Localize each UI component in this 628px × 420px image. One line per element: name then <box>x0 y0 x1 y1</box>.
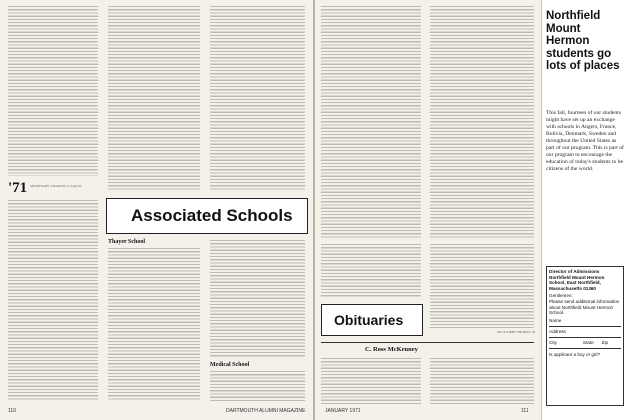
left-footer-magazine: DARTMOUTH ALUMNI MAGAZINE <box>226 408 306 414</box>
medical-column <box>210 371 305 403</box>
zip-label: Zip <box>601 339 609 345</box>
obit-column-2 <box>430 358 534 404</box>
right-column-2 <box>430 6 534 238</box>
class-secretary: SECRETARY, CHARLES S. AALTO <box>30 184 82 188</box>
associated-schools-title: Associated Schools <box>131 206 293 225</box>
left-page <box>0 0 313 420</box>
obituaries-banner <box>321 304 423 336</box>
obituaries-title: Obituaries <box>334 312 404 328</box>
coupon-intro: Gentlemen: <box>549 293 573 299</box>
text-column-1b <box>8 200 98 400</box>
ad-coupon <box>546 266 624 406</box>
ad-body: This fall, fourteen of our students might have set up an exchange with schools in Angers, France, Bolivia, Denmark, Sweden and throughout the United States as part of our program. This is part of our program to encourage the education of today's students to be citizens of the world. <box>546 110 624 172</box>
name-label: Name <box>549 317 562 323</box>
right-column-1b <box>321 244 421 298</box>
class-year: '71 <box>8 180 28 196</box>
obit-rule <box>321 342 534 343</box>
text-column-2 <box>108 6 200 190</box>
gender-checkbox-row[interactable] <box>549 352 621 358</box>
address-label: Address <box>549 328 566 334</box>
ad-headline: Northfield Mount Hermon students go lots of places <box>546 10 620 72</box>
city-state-zip-field[interactable] <box>549 340 621 349</box>
medical-school-heading: Medical School <box>210 362 250 368</box>
thayer-school-heading: Thayer School <box>108 239 146 245</box>
text-column-3 <box>210 6 305 190</box>
signoff: BLUE KIRBY THOMAS '18 <box>497 330 535 334</box>
city-label: City <box>549 339 557 345</box>
coupon-line-3: School, East Northfield, <box>549 280 601 286</box>
state-label: State <box>582 339 594 345</box>
associated-schools-banner <box>106 198 308 234</box>
right-column-2b <box>430 244 534 328</box>
right-column-1 <box>321 6 421 238</box>
obit-name: C. Ross McKenney <box>365 346 418 353</box>
coupon-line-4: Massachusetts 01360 <box>549 285 596 291</box>
address-field[interactable] <box>549 329 621 338</box>
northfield-ad <box>541 0 628 420</box>
name-field[interactable] <box>549 318 621 327</box>
right-footer-issue: JANUARY 1971 <box>325 408 361 414</box>
coupon-request: Please send additional information about Northfield Mount Hermon School. <box>549 298 620 316</box>
coupon-line-1: Director of Admissions <box>549 269 600 274</box>
right-footer-page: 111 <box>521 408 529 414</box>
thayer-column-2 <box>210 240 305 358</box>
gender-question: Is applicant a boy or girl? <box>549 351 601 357</box>
coupon-line-2: Northfield Mount Hermon <box>549 274 605 280</box>
left-footer-page: 110 <box>8 408 16 414</box>
obit-column-1 <box>321 358 421 404</box>
thayer-column-1 <box>108 248 200 400</box>
text-column-1 <box>8 6 98 176</box>
